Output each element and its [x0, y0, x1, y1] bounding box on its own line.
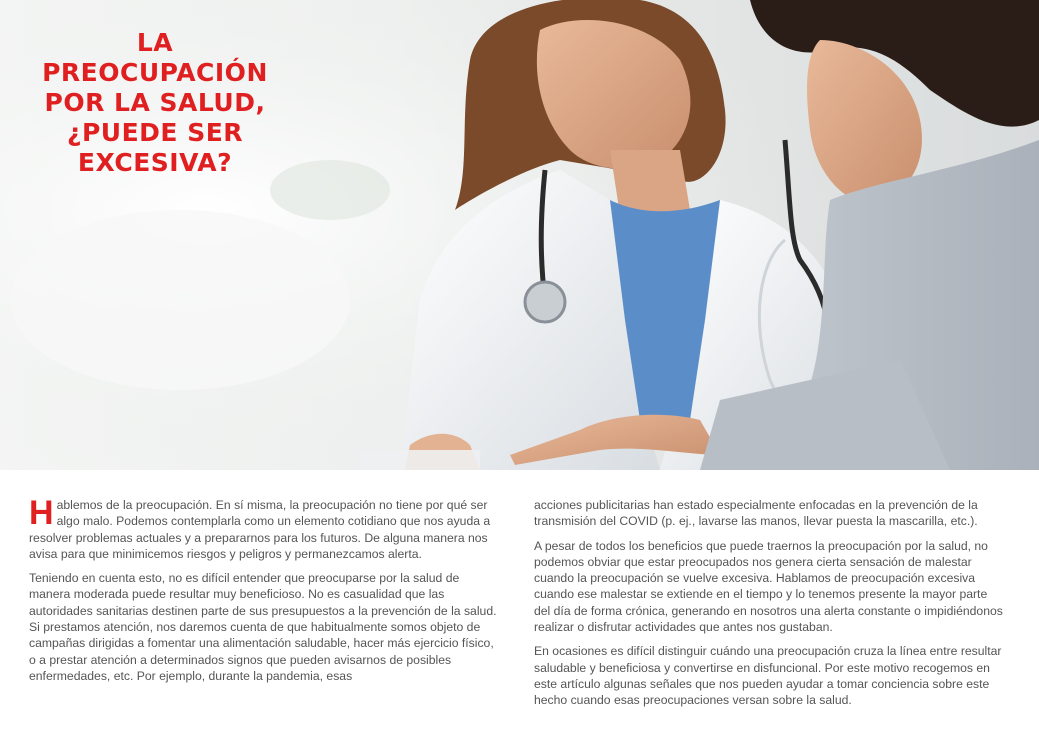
paragraph-text: Teniendo en cuenta esto, no es difícil entender que preocuparse por la salud de manera moderada puede resultar muy beneficioso. No es casualidad que las autoridades sanitarias destinen parte de sus presupuestos a la prevención de la salud. Si prestamos atención, nos daremos cuenta de que habitualmente somos objeto de campañas dirigidas a fomentar una alimentación saludable, hacer más ejercicio físico, o a prestar atención a determinados signos que pueden avisarnos de posibles enfermedades, etc. Por ejemplo, durante la pandemia, esas [29, 571, 497, 683]
article-column-right [534, 497, 1006, 717]
article-title [20, 28, 290, 178]
title-line: LA PREOCUPACIÓN [42, 28, 268, 87]
paragraph-text: En ocasiones es difícil distinguir cuándo una preocupación cruza la línea entre resultar saludable y beneficiosa y convertirse en disfuncional. Por este motivo recogemos en este artículo algunas señales que nos pueden ayudar a tomar conciencia sobre este hecho cuando esas preocupaciones versan sobre la salud. [534, 644, 1002, 708]
article-column-left [29, 494, 501, 692]
title-line: ¿PUEDE SER [66, 118, 244, 147]
title-line: POR LA SALUD, [44, 88, 266, 117]
paragraph-text: acciones publicitarias han estado especialmente enfocadas en la prevención de la transmisión del COVID (p. ej., lavarse las manos, llevar puesta la mascarilla, etc.). [534, 498, 978, 529]
paragraph-text: ablemos de la preocupación. En sí misma, la preocupación no tiene por qué ser algo malo. Podemos contemplarla como un elemento cotidiano que nos ayuda a resolver problemas actuales y a prepararnos para los futuros. De alguna manera nos avisa para que minimicemos riesgos y peligros y permanezcamos alerta. [29, 498, 491, 561]
drop-cap: H [29, 494, 54, 532]
paragraph-intro [29, 494, 501, 562]
paragraph-text: A pesar de todos los beneficios que puede traernos la preocupación por la salud, no podemos obviar que estar preocupados nos genera cierta sensación de malestar cuando la preocupación se vuelve excesiva. Hablamos de preocupación excesiva cuando ese malestar se extiende en el tiempo y lo tenemos presente la mayor parte del día de forma crónica, generando en nosotros una alerta constante o impidiéndonos realizar o disfrutar actividades que antes nos gustaban. [534, 538, 1003, 635]
title-line: EXCESIVA? [77, 148, 233, 177]
